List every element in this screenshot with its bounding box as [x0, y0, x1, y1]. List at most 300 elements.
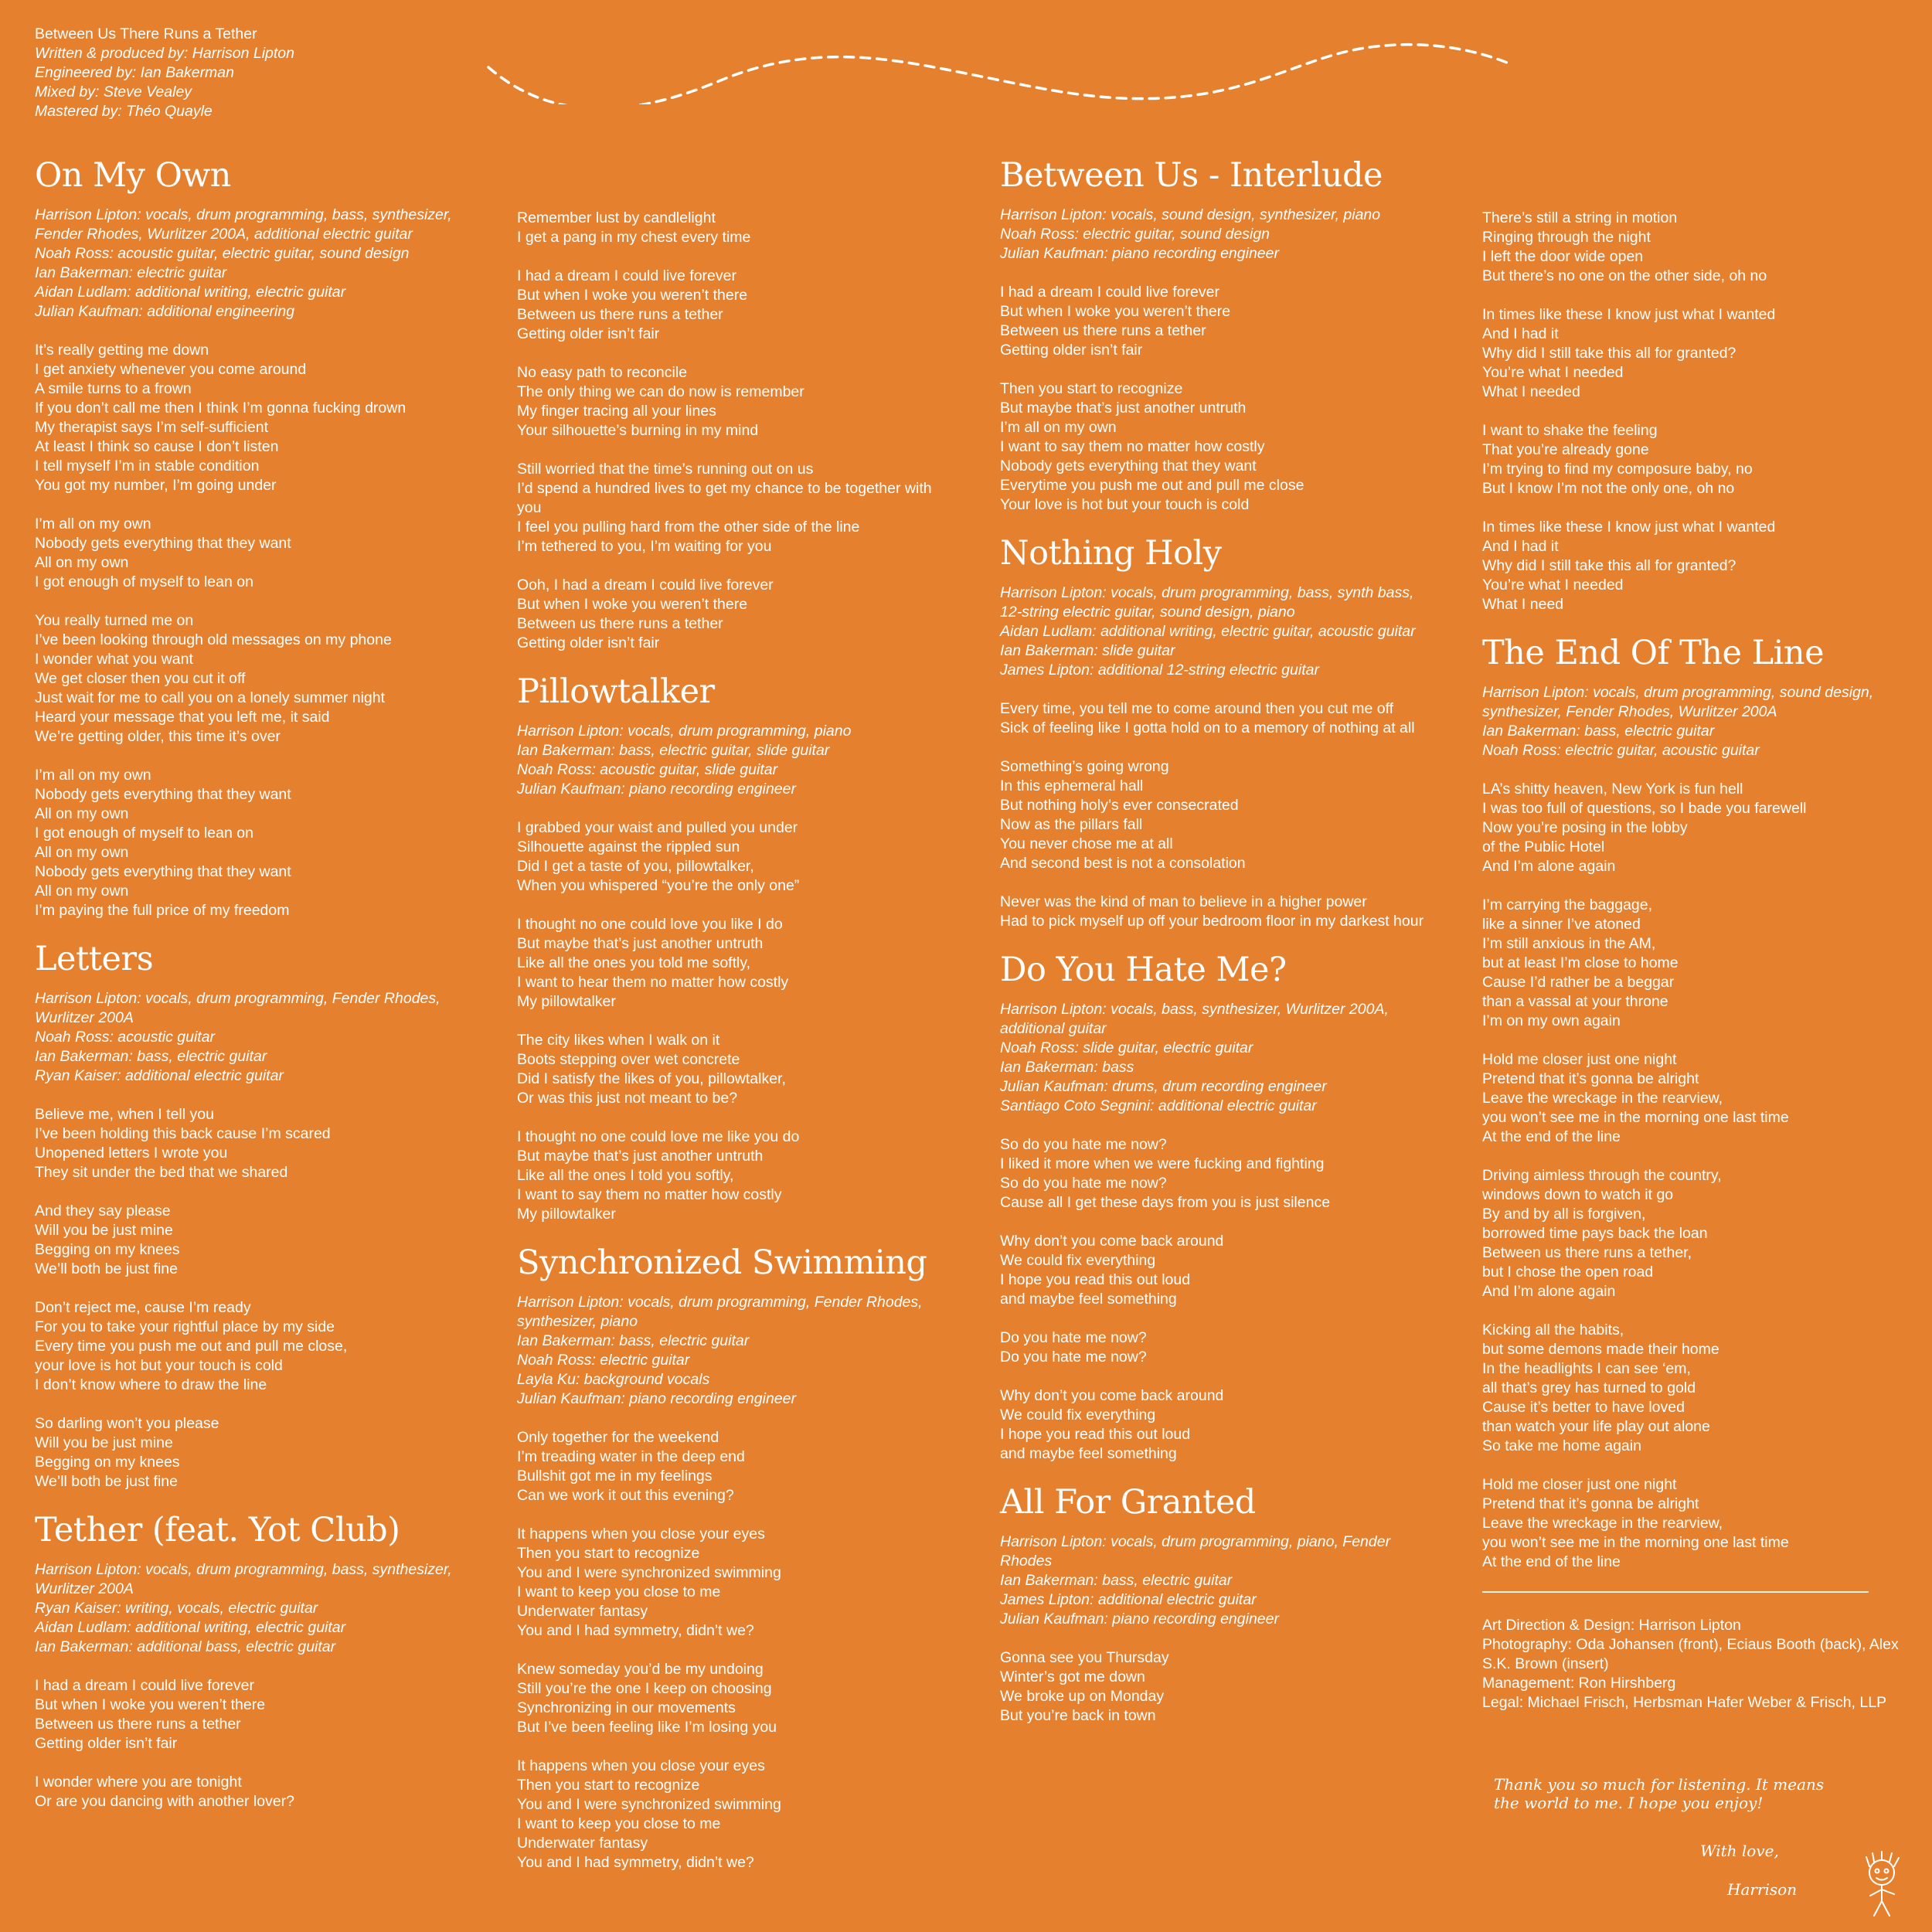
song-credits [1000, 583, 1433, 680]
lyric-line: I feel you pulling hard from the other side of the line [517, 519, 860, 536]
lyric-line: you won’t see me in the morning one last time [1482, 1534, 1789, 1551]
lyric-line: But when I woke you weren’t there [517, 596, 748, 613]
lyric-stanza [517, 460, 950, 556]
lyric-stanza [517, 1031, 950, 1108]
lyric-line: Leave the wreckage in the rearview, [1482, 1090, 1723, 1107]
song-credits [1000, 206, 1433, 264]
credit-line: James Lipton: additional 12-string electric guitar [1000, 662, 1319, 679]
lyric-line: I want to shake the feeling [1482, 422, 1658, 439]
song-section [517, 672, 950, 1224]
lyric-line: I’m all on my own [1000, 419, 1117, 436]
lyric-line: That you’re already gone [1482, 441, 1649, 458]
divider [1482, 1591, 1869, 1593]
song-title: Between Us - Interlude [1000, 156, 1383, 195]
lyric-line: Getting older isn’t fair [35, 1735, 178, 1752]
lyric-line: Nobody gets everything that they want [35, 535, 291, 552]
song-credits [517, 1293, 950, 1409]
lyric-line: I was too full of questions, so I bade you farewell [1482, 800, 1807, 817]
lyric-stanza [517, 1525, 950, 1641]
credit-line: Julian Kaufman: piano recording engineer [1000, 245, 1279, 262]
lyric-stanza [517, 1757, 950, 1872]
song-section [517, 1243, 950, 1872]
lyric-line: windows down to watch it go [1482, 1186, 1674, 1203]
lyric-stanza [1482, 896, 1915, 1031]
credit-line: Ian Bakerman: bass, electric guitar [1000, 1572, 1233, 1589]
credit-line: Ryan Kaiser: writing, vocals, electric guitar [35, 1600, 318, 1617]
lyric-line: I’d spend a hundred lives to get my chance to be together with you [517, 480, 932, 516]
credit-mastered: Mastered by: Théo Quayle [35, 103, 213, 120]
song-title: Tether (feat. Yot Club) [35, 1511, 400, 1549]
lyric-line: It’s really getting me down [35, 342, 209, 359]
lyric-stanza [1000, 1135, 1433, 1213]
credit-line: Noah Ross: acoustic guitar, slide guitar [517, 761, 778, 778]
lyric-line: Nobody gets everything that they want [35, 786, 291, 803]
lyric-line: I don’t know where to draw the line [35, 1376, 267, 1393]
lyric-line: I wonder what you want [35, 651, 193, 668]
credit-line: Ian Bakerman: bass [1000, 1059, 1134, 1076]
lyric-line: Your love is hot but your touch is cold [1000, 496, 1250, 513]
lyric-stanza [35, 1298, 468, 1395]
lyric-line: Knew someday you’d be my undoing [517, 1661, 764, 1678]
song-credits [1000, 1000, 1433, 1116]
credit-line: Noah Ross: acoustic guitar, electric guitar, sound design [35, 245, 410, 262]
lyric-line: And I had it [1482, 538, 1559, 555]
lyric-stanza [1482, 518, 1915, 614]
credit-line: Ryan Kaiser: additional electric guitar [35, 1067, 284, 1084]
lyric-line: At the end of the line [1482, 1553, 1621, 1570]
lyric-line: At least I think so cause I don’t listen [35, 438, 279, 455]
lyric-line: Why did I still take this all for granted? [1482, 557, 1736, 574]
lyric-line: Still you’re the one I keep on choosing [517, 1680, 772, 1697]
lyric-line: Begging on my knees [35, 1241, 180, 1258]
lyric-line: But when I woke you weren’t there [517, 287, 748, 304]
lyric-line: Then you start to recognize [517, 1545, 700, 1562]
lyric-line: I’m treading water in the deep end [517, 1448, 745, 1465]
lyric-line: In times like these I know just what I wanted [1482, 306, 1776, 323]
lyric-line: Unopened letters I wrote you [35, 1145, 228, 1162]
lyric-line: All on my own [35, 844, 129, 861]
credit-line: Harrison Lipton: vocals, drum programming, Fender Rhodes, synthesizer, piano [517, 1294, 923, 1330]
lyric-line: Something’s going wrong [1000, 758, 1169, 775]
lyric-line: So take me home again [1482, 1437, 1641, 1454]
lyric-line: It happens when you close your eyes [517, 1526, 765, 1543]
footer-credit-line: Management: Ron Hirshberg [1482, 1675, 1676, 1692]
lyric-line: You and I had symmetry, didn’t we? [517, 1854, 754, 1871]
credit-line: Harrison Lipton: vocals, sound design, synthesizer, piano [1000, 206, 1381, 223]
song-title: Pillowtalker [517, 672, 715, 711]
lyric-line: I’m still anxious in the AM, [1482, 935, 1656, 952]
lyric-line: Like all the ones I told you softly, [517, 1167, 734, 1184]
credit-line: Julian Kaufman: additional engineering [35, 303, 295, 320]
lyric-line: Believe me, when I tell you [35, 1106, 214, 1123]
lyric-stanza [35, 1105, 468, 1182]
credit-line: Aidan Ludlam: additional writing, electric guitar [35, 284, 346, 301]
credit-line: Julian Kaufman: piano recording engineer [517, 1390, 796, 1407]
song-credits [517, 722, 950, 799]
song-credits [35, 1560, 468, 1657]
lyric-line: I get anxiety whenever you come around [35, 361, 307, 378]
credit-line: Harrison Lipton: vocals, drum programming, piano [517, 723, 852, 740]
lyric-line: There’s still a string in motion [1482, 209, 1678, 226]
lyric-line: Nobody gets everything that they want [1000, 457, 1257, 474]
handwritten-signature [1696, 1833, 1859, 1918]
lyric-line: And I’m alone again [1482, 858, 1616, 875]
song-credits [35, 989, 468, 1086]
lyric-line: Ringing through the night [1482, 229, 1651, 246]
lyric-line: What I needed [1482, 383, 1580, 400]
lyric-line: You and I had symmetry, didn’t we? [517, 1622, 754, 1639]
lyric-line: Gonna see you Thursday [1000, 1649, 1169, 1666]
lyric-line: We could fix everything [1000, 1406, 1156, 1423]
lyric-line: Between us there runs a tether [517, 306, 723, 323]
credit-line: Noah Ross: slide guitar, electric guitar [1000, 1039, 1253, 1056]
song-title: The End Of The Line [1482, 634, 1825, 672]
song-title: Synchronized Swimming [517, 1243, 927, 1282]
lyric-stanza [517, 818, 950, 896]
lyric-line: I had a dream I could live forever [1000, 284, 1219, 301]
lyric-line: In times like these I know just what I wanted [1482, 519, 1776, 536]
lyric-stanza [1000, 1232, 1433, 1309]
credit-line: Julian Kaufman: piano recording engineer [517, 781, 796, 798]
lyric-line: For you to take your rightful place by my side [35, 1318, 335, 1335]
lyric-line: Nobody gets everything that they want [35, 863, 291, 880]
lyric-line: You never chose me at all [1000, 835, 1173, 852]
lyric-line: Will you be just mine [35, 1222, 173, 1239]
lyric-line: Kicking all the habits, [1482, 1321, 1624, 1338]
lyric-line: I want to hear them no matter how costly [517, 974, 789, 991]
lyric-stanza [1000, 1328, 1433, 1367]
lyric-line: Did I satisfy the likes of you, pillowtalker, [517, 1070, 786, 1087]
footer-credit-line: Legal: Michael Frisch, Herbsman Hafer Weber & Frisch, LLP [1482, 1694, 1887, 1711]
lyric-line: We’re getting older, this time it’s over [35, 728, 281, 745]
credit-line: Harrison Lipton: vocals, drum programming, Fender Rhodes, Wurlitzer 200A [35, 990, 440, 1026]
lyric-line: I hope you read this out loud [1000, 1271, 1191, 1288]
lyric-line: I had a dream I could live forever [35, 1677, 254, 1694]
lyric-stanza [1482, 305, 1915, 402]
lyric-line: You’re what I needed [1482, 364, 1624, 381]
lyric-line: than watch your life play out alone [1482, 1418, 1710, 1435]
lyric-line: I left the door wide open [1482, 248, 1644, 265]
lyric-line: I grabbed your waist and pulled you under [517, 819, 798, 836]
lyric-line: A smile turns to a frown [35, 380, 192, 397]
lyric-line: Leave the wreckage in the rearview, [1482, 1515, 1723, 1532]
credit-line: Noah Ross: electric guitar, sound design [1000, 226, 1270, 243]
lyric-line: You got my number, I’m going under [35, 477, 277, 494]
lyric-line: But you’re back in town [1000, 1707, 1156, 1724]
lyric-line: No easy path to reconcile [517, 364, 688, 381]
lyric-stanza [1000, 893, 1433, 931]
lyric-line: I wonder where you are tonight [35, 1774, 242, 1791]
song-section [35, 156, 468, 920]
credit-line: Layla Ku: background vocals [517, 1371, 710, 1388]
song-section [35, 940, 468, 1492]
thanks-line-2: the world to me. I hope you enjoy! [1494, 1794, 1764, 1812]
lyric-line: All on my own [35, 805, 129, 822]
lyric-line: Winter’s got me down [1000, 1668, 1145, 1685]
lyric-stanza [35, 611, 468, 747]
credit-written: Written & produced by: Harrison Lipton [35, 45, 294, 62]
lyric-line: I’m paying the full price of my freedom [35, 902, 290, 919]
credit-line: Ian Bakerman: bass, electric guitar [1482, 723, 1715, 740]
song-title: Nothing Holy [1000, 534, 1222, 573]
lyric-line: And I had it [1482, 325, 1559, 342]
lyric-line: I’m trying to find my composure baby, no [1482, 461, 1753, 478]
lyric-line: Synchronizing in our movements [517, 1699, 736, 1716]
lyric-line: Between us there runs a tether [517, 615, 723, 632]
lyric-line: than a vassal at your throne [1482, 993, 1668, 1010]
lyric-line: Cause it’s better to have loved [1482, 1399, 1685, 1416]
column-4 [1482, 209, 1915, 1713]
lyric-stanza [1482, 1166, 1915, 1301]
credit-mixed: Mixed by: Steve Vealey [35, 83, 192, 100]
lyric-line: But I know I’m not the only one, oh no [1482, 480, 1735, 497]
lyric-line: Do you hate me now? [1000, 1349, 1147, 1366]
lyric-line: Or was this just not meant to be? [517, 1090, 738, 1107]
dashed-wave-decoration [487, 43, 1522, 104]
lyric-line: But maybe that’s just another untruth [517, 1148, 764, 1165]
lyric-line: Getting older isn’t fair [517, 325, 660, 342]
lyric-line: We get closer then you cut it off [35, 670, 246, 687]
lyric-stanza [1482, 780, 1915, 876]
credit-line: Julian Kaufman: piano recording engineer [1000, 1611, 1279, 1628]
lyric-line: Or are you dancing with another lover? [35, 1793, 295, 1810]
lyric-line: Boots stepping over wet concrete [517, 1051, 740, 1068]
credit-line: Aidan Ludlam: additional writing, electric guitar, acoustic guitar [1000, 623, 1416, 640]
lyric-stanza [1482, 421, 1915, 498]
lyric-line: It happens when you close your eyes [517, 1757, 765, 1774]
lyric-stanza [35, 341, 468, 495]
lyric-line: I got enough of myself to lean on [35, 825, 253, 842]
lyric-line: Can we work it out this evening? [517, 1487, 734, 1504]
lyric-line: So do you hate me now? [1000, 1136, 1167, 1153]
lyric-line: In the headlights I can see ‘em, [1482, 1360, 1691, 1377]
credit-line: Harrison Lipton: vocals, drum programming, bass, synth bass, 12-string electric guitar, sound design, piano [1000, 584, 1414, 621]
lyric-stanza [35, 1414, 468, 1492]
lyric-stanza [1000, 283, 1433, 360]
lyric-line: My therapist says I’m self-sufficient [35, 419, 268, 436]
lyric-line: I got enough of myself to lean on [35, 573, 253, 590]
lyric-line: I thought no one could love me like you do [517, 1128, 800, 1145]
song-credits [35, 206, 468, 321]
lyric-line: but I chose the open road [1482, 1264, 1654, 1281]
lyric-stanza [517, 1660, 950, 1737]
song-title: On My Own [35, 156, 231, 195]
credit-line: Ian Bakerman: bass, electric guitar [35, 1048, 267, 1065]
lyric-line: Bullshit got me in my feelings [517, 1468, 713, 1485]
lyric-line: In this ephemeral hall [1000, 777, 1144, 794]
lyric-line: All on my own [35, 883, 129, 900]
lyric-line: I’ve been holding this back cause I’m scared [35, 1125, 331, 1142]
lyric-line: and maybe feel something [1000, 1445, 1177, 1462]
song-credits [1000, 1532, 1433, 1629]
lyric-line: You really turned me on [35, 612, 194, 629]
lyric-line: By and by all is forgiven, [1482, 1206, 1646, 1223]
lyric-line: Ooh, I had a dream I could live forever [517, 577, 774, 594]
lyric-line: Why did I still take this all for granted? [1482, 345, 1736, 362]
lyric-line: I had a dream I could live forever [517, 267, 736, 284]
lyric-line: I get a pang in my chest every time [517, 229, 751, 246]
lyric-stanza [1000, 1648, 1433, 1726]
lyric-line: Underwater fantasy [517, 1603, 648, 1620]
lyric-line: I want to say them no matter how costly [1000, 438, 1265, 455]
lyric-stanza [1000, 699, 1433, 738]
lyric-line: And I’m alone again [1482, 1283, 1616, 1300]
song-section [1482, 634, 1915, 1572]
credit-line: Harrison Lipton: vocals, bass, synthesizer, Wurlitzer 200A, additional guitar [1000, 1001, 1389, 1037]
lyric-line: Like all the ones you told me softly, [517, 954, 751, 971]
lyric-stanza [35, 766, 468, 920]
lyric-line: You and I were synchronized swimming [517, 1796, 781, 1813]
lyric-stanza [517, 209, 950, 247]
credit-line: James Lipton: additional electric guitar [1000, 1591, 1257, 1608]
lyric-line: Heard your message that you left me, it said [35, 709, 330, 726]
credit-line: Harrison Lipton: vocals, drum programming, bass, synthesizer, Fender Rhodes, Wurlitzer 200A, additional electric guitar [35, 206, 452, 243]
lyric-line: Don’t reject me, cause I’m ready [35, 1299, 251, 1316]
doodle-character-icon [1859, 1851, 1905, 1920]
lyric-line: I thought no one could love you like I do [517, 916, 783, 933]
lyric-line: Why don’t you come back around [1000, 1233, 1224, 1250]
song-title: Letters [35, 940, 154, 978]
lyric-line: Silhouette against the rippled sun [517, 838, 740, 855]
album-credits [35, 25, 294, 121]
lyric-line: But when I woke you weren’t there [35, 1696, 266, 1713]
handwritten-thanks-note [1490, 1774, 1892, 1821]
lyric-line: But when I woke you weren’t there [1000, 303, 1231, 320]
lyric-line: I hope you read this out loud [1000, 1426, 1191, 1443]
lyric-line: They sit under the bed that we shared [35, 1164, 288, 1181]
column-1 [35, 156, 468, 1831]
column-2 [517, 209, 950, 1892]
credit-line: Harrison Lipton: vocals, drum programming, sound design, synthesizer, Fender Rhodes, Wurlitzer 200A [1482, 684, 1874, 720]
song-section [1000, 1483, 1433, 1726]
lyric-line: We broke up on Monday [1000, 1688, 1165, 1705]
lyric-line: your love is hot but your touch is cold [35, 1357, 283, 1374]
lyric-line: Begging on my knees [35, 1454, 180, 1471]
lyric-line: Between us there runs a tether [35, 1716, 241, 1733]
lyric-line: I’m all on my own [35, 767, 151, 784]
lyric-line: You’re what I needed [1482, 577, 1624, 594]
lyric-line: I tell myself I’m in stable condition [35, 457, 260, 474]
lyric-line: And they say please [35, 1202, 171, 1219]
lyric-line: Cause all I get these days from you is just silence [1000, 1194, 1331, 1211]
lyric-line: Between us there runs a tether [1000, 322, 1206, 339]
footer-credit-line: Photography: Oda Johansen (front), Eciaus Booth (back), Alex S.K. Brown (insert) [1482, 1636, 1899, 1672]
lyric-line: What I need [1482, 596, 1564, 613]
lyric-line: Then you start to recognize [517, 1777, 700, 1794]
lyric-stanza [517, 1428, 950, 1505]
lyric-line: LA’s shitty heaven, New York is fun hell [1482, 781, 1743, 798]
lyric-line: Did I get a taste of you, pillowtalker, [517, 858, 754, 875]
lyric-line: Getting older isn’t fair [517, 634, 660, 651]
lyric-line: Cause I’d rather be a beggar [1482, 974, 1675, 991]
lyric-line: I’m carrying the baggage, [1482, 896, 1653, 913]
lyric-line: I want to keep you close to me [517, 1583, 721, 1600]
lyric-line: like a sinner I’ve atoned [1482, 916, 1641, 933]
song-section [1000, 534, 1433, 931]
lyric-line: My pillowtalker [517, 1206, 616, 1223]
lyric-stanza [35, 1202, 468, 1279]
lyric-line: We’ll both be just fine [35, 1473, 178, 1490]
lyric-line: but at least I’m close to home [1482, 954, 1679, 971]
lyric-line: I’m all on my own [35, 515, 151, 532]
lyric-stanza [35, 515, 468, 592]
lyric-line: Hold me closer just one night [1482, 1476, 1677, 1493]
lyric-line: Your silhouette’s burning in my mind [517, 422, 759, 439]
lyric-line: All on my own [35, 554, 129, 571]
song-credits [1482, 683, 1915, 760]
credit-line: Julian Kaufman: drums, drum recording engineer [1000, 1078, 1327, 1095]
lyric-line: So do you hate me now? [1000, 1175, 1167, 1192]
credit-line: Harrison Lipton: vocals, drum programming, bass, synthesizer, Wurlitzer 200A [35, 1561, 452, 1597]
lyric-line: all that’s grey has turned to gold [1482, 1379, 1696, 1396]
credit-line: Santiago Coto Segnini: additional electric guitar [1000, 1097, 1317, 1114]
lyric-line: Now as the pillars fall [1000, 816, 1143, 833]
credit-line: Harrison Lipton: vocals, drum programming, piano, Fender Rhodes [1000, 1533, 1391, 1570]
lyric-line: Driving aimless through the country, [1482, 1167, 1722, 1184]
lyric-line: But there’s no one on the other side, oh no [1482, 267, 1767, 284]
footer-credit-line: Art Direction & Design: Harrison Lipton [1482, 1617, 1741, 1634]
lyric-line: Getting older isn’t fair [1000, 342, 1143, 359]
credit-line: Aidan Ludlam: additional writing, electric guitar [35, 1619, 346, 1636]
lyric-stanza [1482, 1321, 1915, 1456]
lyric-line: and maybe feel something [1000, 1291, 1177, 1308]
lyric-stanza [1000, 757, 1433, 873]
lyric-stanza [1482, 209, 1915, 286]
lyric-line: But nothing holy’s ever consecrated [1000, 797, 1239, 814]
song-section [1000, 156, 1433, 515]
lyric-line: But I’ve been feeling like I’m losing you [517, 1719, 777, 1736]
lyric-stanza [517, 576, 950, 653]
song-title: Do You Hate Me? [1000, 951, 1287, 989]
lyric-line: I’m tethered to you, I’m waiting for you [517, 538, 772, 555]
lyric-line: Pretend that it’s gonna be alright [1482, 1070, 1699, 1087]
lyric-stanza [1482, 1475, 1915, 1572]
lyric-stanza [35, 1773, 468, 1811]
lyric-line: Will you be just mine [35, 1434, 173, 1451]
lyric-line: Just wait for me to call you on a lonely summer night [35, 689, 386, 706]
lyric-line: So darling won’t you please [35, 1415, 219, 1432]
lyric-line: You and I were synchronized swimming [517, 1564, 781, 1581]
lyric-stanza [1482, 1050, 1915, 1147]
lyric-stanza [1000, 1386, 1433, 1464]
lyric-line: Only together for the weekend [517, 1429, 719, 1446]
lyric-line: But maybe that’s just another untruth [517, 935, 764, 952]
lyric-line: but some demons made their home [1482, 1341, 1719, 1358]
lyric-line: The only thing we can do now is remember [517, 383, 804, 400]
thanks-line-1: Thank you so much for listening. It means [1494, 1775, 1825, 1794]
credit-line: Noah Ross: electric guitar [517, 1352, 690, 1369]
lyric-line: Between us there runs a tether, [1482, 1244, 1692, 1261]
lyric-line: you won’t see me in the morning one last time [1482, 1109, 1789, 1126]
lyric-stanza [1000, 379, 1433, 515]
signature-line-1: With love, [1700, 1842, 1779, 1860]
credit-engineered: Engineered by: Ian Bakerman [35, 64, 234, 81]
lyric-line: Remember lust by candlelight [517, 209, 716, 226]
signature-line-2: Harrison [1727, 1880, 1798, 1899]
song-section [1000, 951, 1433, 1464]
lyric-line: Never was the kind of man to believe in a higher power [1000, 893, 1367, 910]
lyric-line: If you don’t call me then I think I’m gonna fucking drown [35, 400, 406, 417]
lyric-line: And second best is not a consolation [1000, 855, 1246, 872]
lyric-line: I’ve been looking through old messages on my phone [35, 631, 392, 648]
lyric-line: Hold me closer just one night [1482, 1051, 1677, 1068]
lyric-line: Every time, you tell me to come around then you cut me off [1000, 700, 1394, 717]
lyric-line: Had to pick myself up off your bedroom floor in my darkest hour [1000, 913, 1424, 930]
lyrics-continued [517, 209, 950, 653]
column-3 [1000, 156, 1433, 1745]
lyric-line: Sick of feeling like I gotta hold on to a memory of nothing at all [1000, 719, 1415, 736]
lyric-line: Do you hate me now? [1000, 1329, 1147, 1346]
